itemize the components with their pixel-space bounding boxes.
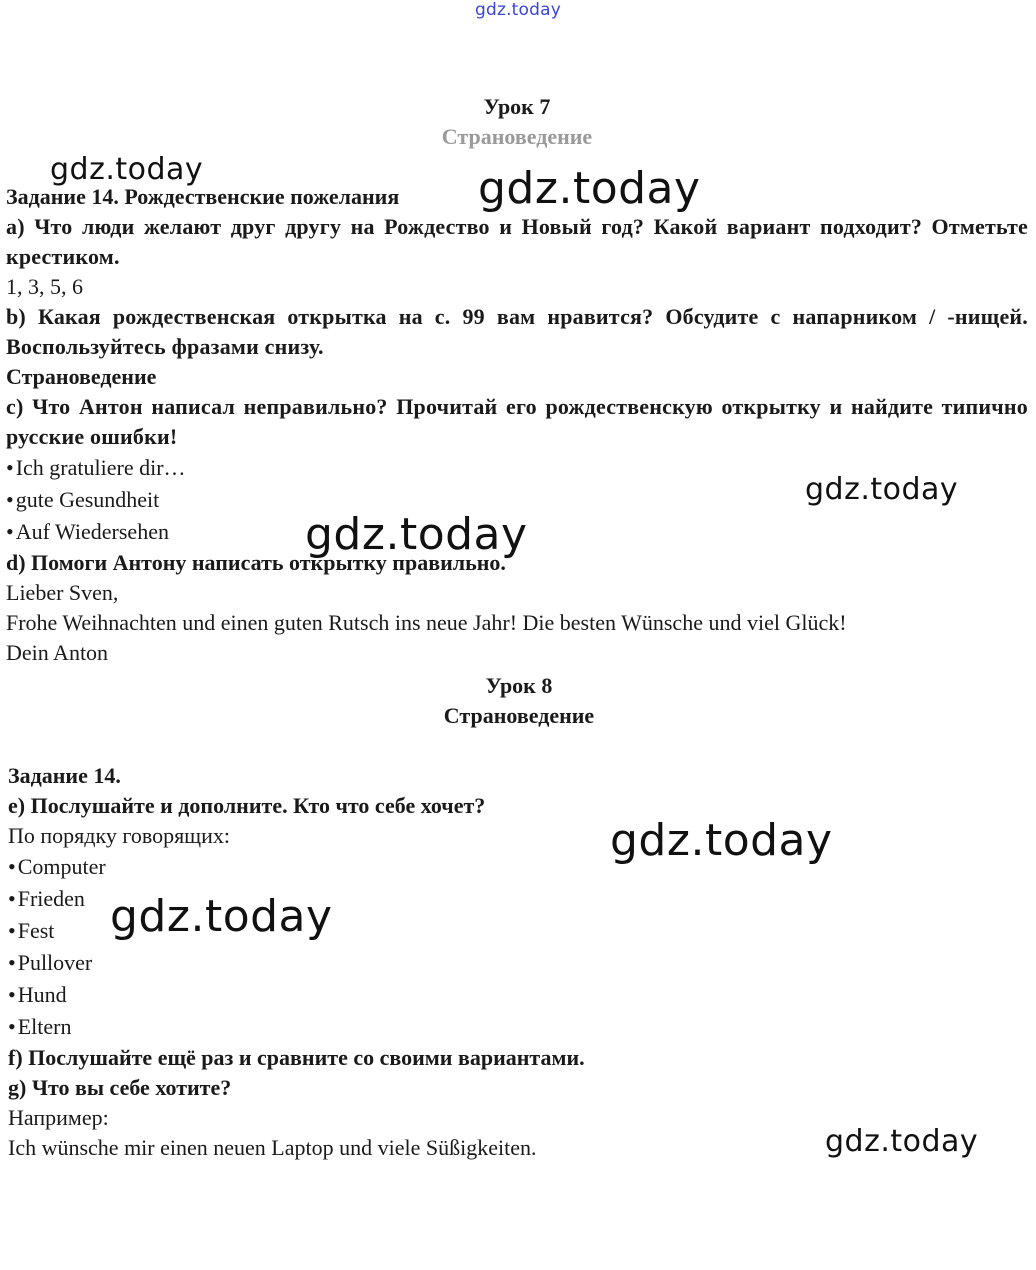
task-14-title: Задание 14. Рождественские пожелания — [6, 184, 400, 209]
bullet-icon: • — [6, 487, 14, 512]
task-14-title-lesson-8: Задание 14. — [8, 763, 121, 788]
list-item: •gute Gesundheit — [6, 487, 160, 512]
bullet-icon: • — [8, 854, 16, 879]
bullet-icon: • — [6, 455, 14, 480]
list-item: •Pullover — [8, 950, 93, 975]
bullet-icon: • — [8, 950, 16, 975]
lesson-8-subtitle: Страноведение — [443, 703, 595, 728]
watermark: gdz.today — [478, 163, 701, 214]
section-heading: Страноведение — [6, 364, 157, 389]
task-a-answer: 1, 3, 5, 6 — [6, 274, 83, 299]
task-g-intro: Например: — [8, 1105, 109, 1130]
task-c-question: c) Что Антон написал неправильно? Прочитай его рождественскую открытку и найдите типично русские ошибки! — [6, 394, 1028, 449]
watermark: gdz.today — [825, 1124, 979, 1159]
bullet-icon: • — [8, 886, 16, 911]
task-e-question: e) Послушайте и дополните. Кто что себе хочет? — [8, 793, 486, 818]
task-e-intro: По порядку говорящих: — [8, 823, 231, 848]
watermark: gdz.today — [305, 509, 528, 560]
letter-signature: Dein Anton — [6, 640, 109, 665]
list-item: •Auf Wiedersehen — [6, 519, 169, 544]
watermark: gdz.today — [110, 891, 333, 942]
lesson-8-title: Урок 8 — [485, 673, 553, 698]
letter-greeting: Lieber Sven, — [6, 580, 119, 605]
bullet-icon: • — [8, 918, 16, 943]
task-a-question: a) Что люди желают друг другу на Рождество и Новый год? Какой вариант подходит? Отметьте крестиком. — [6, 214, 1028, 269]
bullet-icon: • — [8, 982, 16, 1007]
task-g-example: Ich wünsche mir einen neuen Laptop und viele Süßigkeiten. — [8, 1135, 537, 1160]
site-header-mark[interactable]: gdz.today — [474, 0, 562, 20]
bullet-icon: • — [8, 1014, 16, 1039]
list-item: •Computer — [8, 854, 106, 879]
task-g-question: g) Что вы себе хотите? — [8, 1075, 232, 1100]
list-item: •Eltern — [8, 1014, 72, 1039]
task-e-list — [8, 851, 1030, 1043]
watermark: gdz.today — [50, 152, 204, 187]
letter-body: Frohe Weihnachten und einen guten Rutsch ins neue Jahr! Die besten Wünsche und viel Glück! — [6, 610, 847, 635]
spacer — [8, 731, 1030, 761]
list-item: •Fest — [8, 918, 55, 943]
watermark: gdz.today — [805, 472, 959, 507]
watermark: gdz.today — [610, 815, 833, 866]
task-d-question: d) Помоги Антону написать открытку правильно. — [6, 550, 506, 575]
task-b-question: b) Какая рождественская открытка на с. 99 вам нравится? Обсудите с напарником / -нищей. Воспользуйтесь фразами снизу. — [6, 304, 1028, 359]
task-f-question: f) Послушайте ещё раз и сравните со своими вариантами. — [8, 1045, 585, 1070]
list-item: •Hund — [8, 982, 67, 1007]
list-item: •Frieden — [8, 886, 85, 911]
bullet-icon: • — [6, 519, 14, 544]
list-item: •Ich gratuliere dir… — [6, 455, 186, 480]
lesson-7-subtitle: Страноведение — [441, 124, 593, 149]
lesson-7-title: Урок 7 — [483, 94, 551, 119]
